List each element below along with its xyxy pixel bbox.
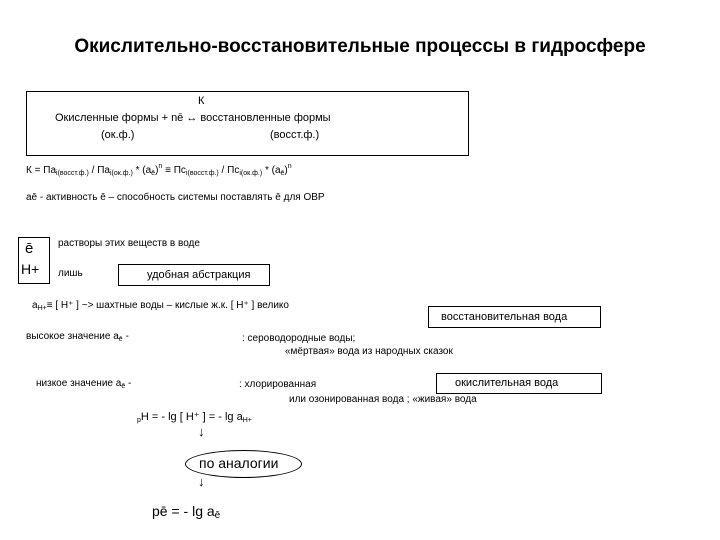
analogy-label: по аналогии xyxy=(199,455,279,471)
reduced-form-abbrev: (восст.ф.) xyxy=(270,129,320,141)
low-activity-label: низкое значение $a_ē$ - xyxy=(36,378,132,390)
mine-water-note: $a_{H+}\equiv$ [ H⁺ ] ~> шахтные воды – кислые ж.к. [ H⁺ ] велико xyxy=(32,300,289,312)
down-arrow-icon: ↓ xyxy=(198,424,205,439)
activity-note: aē - активность ē – способность системы поставлять ē для ОВР xyxy=(26,192,325,203)
high-activity-label: высокое значение $a_ē$ - xyxy=(26,331,129,343)
equilibrium-constant-label: К xyxy=(198,95,205,107)
page-title: Окислительно-восстановительные процессы в гидросфере xyxy=(74,36,646,57)
electron-symbol: ē xyxy=(25,240,34,257)
abstraction-box xyxy=(118,264,270,286)
pe-formula: pē = - $\lg a_ē$ xyxy=(152,503,221,521)
reaction-equation: Окисленные формы + nē ↔ восстановленные формы xyxy=(55,112,331,124)
solutions-note: растворы этих веществ в воде xyxy=(58,238,200,249)
abstraction-text: удобная абстракция xyxy=(147,269,251,281)
oxidizing-water-box xyxy=(436,373,602,394)
high-activity-desc-2: «мёртвая» вода из народных сказок xyxy=(285,346,453,357)
oxidizing-water-label: окислительная вода xyxy=(455,377,559,389)
ph-formula: $_p$H = - lg [ H⁺ ] = - $\lg a_{H+}$ xyxy=(137,411,252,424)
equilibrium-formula: $К = \Pi a_{i(восст.ф.)} / \Pi a_{i(ок.ф.)} * (a_ē)^n \equiv \Pi c_{i(восст.ф.)} / \Pi c_{i(ок.ф.)} * (a_ē)^n$ xyxy=(26,163,292,177)
low-activity-desc-2: или озонированная вода ; «живая» вода xyxy=(289,394,477,405)
proton-symbol: H+ xyxy=(21,261,40,277)
high-activity-desc-1: : сероводородные воды; xyxy=(242,333,356,344)
low-activity-desc-1: : хлорированная xyxy=(239,379,317,390)
down-arrow-icon-2: ↓ xyxy=(198,474,205,489)
reducing-water-label: восстановительная вода xyxy=(441,311,568,323)
reaction-box xyxy=(26,91,469,156)
only-note: лишь xyxy=(58,268,83,279)
oxidized-form-abbrev: (ок.ф.) xyxy=(101,129,135,141)
particles-box xyxy=(18,237,50,284)
reducing-water-box xyxy=(428,306,601,328)
